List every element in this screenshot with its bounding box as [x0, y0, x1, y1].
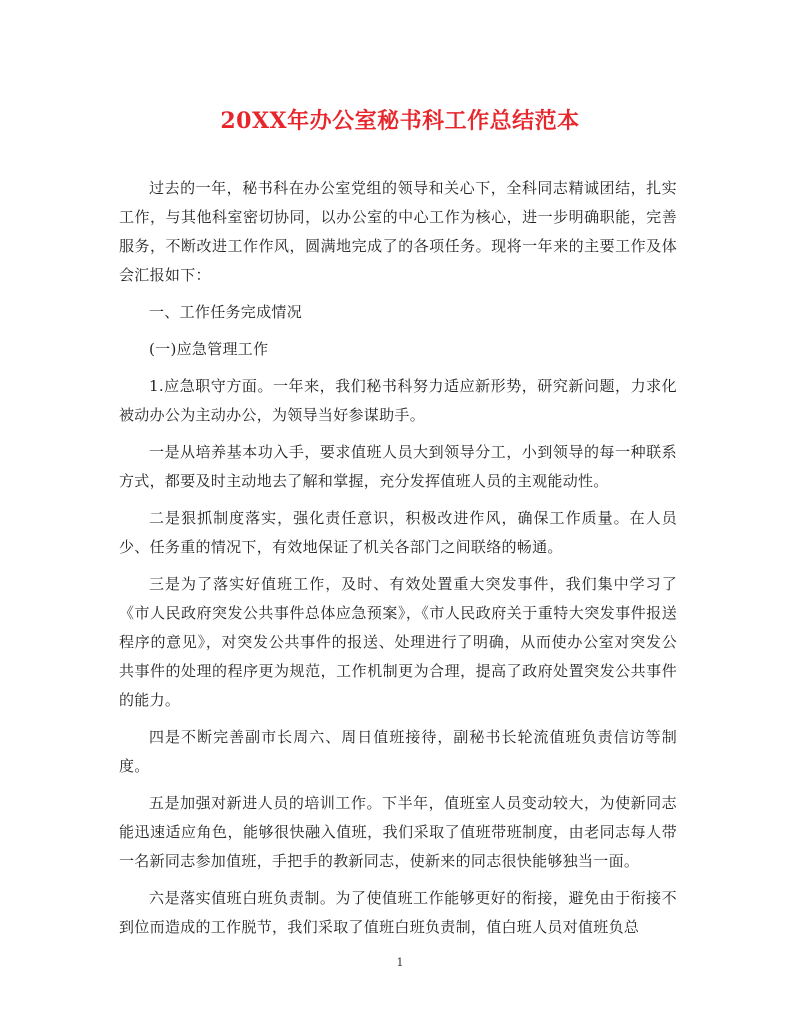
paragraph-point-two: 二是狠抓制度落实，强化责任意识，积极改进作风，确保工作质量。在人员少、任务重的情况下，有效地保证了机关各部门之间联络的畅通。	[119, 509, 677, 556]
document-title: 20XX年办公室秘书科工作总结范本	[220, 108, 580, 134]
subsection-heading-emergency-management: (一)应急管理工作	[149, 340, 269, 358]
page-number: 1	[396, 956, 404, 969]
paragraph-intro: 过去的一年，秘书科在办公室党组的领导和关心下，全科同志精诚团结，扎实工作，与其他科室密切协同，以办公室的中心工作为核心，进一步明确职能，完善服务，不断改进工作作风，圆满地完成了的各项任务。现将一年来的主要工作及体会汇报如下：	[119, 179, 677, 284]
paragraph-point-five: 五是加强对新进人员的培训工作。下半年，值班室人员变动较大，为使新同志能迅速适应角色，能够很快融入值班，我们采取了值班带班制度，由老同志每人带一名新同志参加值班，手把手的教新同志，使新来的同志很快能够独当一面。	[119, 794, 677, 870]
paragraph-emergency-duty: 1.应急职守方面。一年来，我们秘书科努力适应新形势，研究新问题，力求化被动办公为主动办公，为领导当好参谋助手。	[119, 377, 677, 424]
paragraph-point-three: 三是为了落实好值班工作，及时、有效处置重大突发事件，我们集中学习了《市人民政府突发公共事件总体应急预案》，《市人民政府关于重特大突发事件报送程序的意见》，对突发公共事件的报送、处理进行了明确，从而使办公室对突发公共事件的处理的程序更为规范，工作机制更为合理，提高了政府处置突发公共事件的能力。	[119, 575, 677, 709]
paragraph-point-four: 四是不断完善副市长周六、周日值班接待，副秘书长轮流值班负责信访等制度。	[119, 728, 677, 775]
document-body	[119, 174, 677, 950]
paragraph-point-six: 六是落实值班白班负责制。为了使值班工作能够更好的衔接，避免由于衔接不到位而造成的工作脱节，我们采取了值班白班负责制，值白班人员对值班负总	[119, 889, 677, 936]
paragraph-point-one: 一是从培养基本功入手，要求值班人员大到领导分工，小到领导的每一种联系方式，都要及时主动地去了解和掌握，充分发挥值班人员的主观能动性。	[119, 443, 677, 490]
section-heading-task-completion: 一、工作任务完成情况	[149, 303, 303, 321]
